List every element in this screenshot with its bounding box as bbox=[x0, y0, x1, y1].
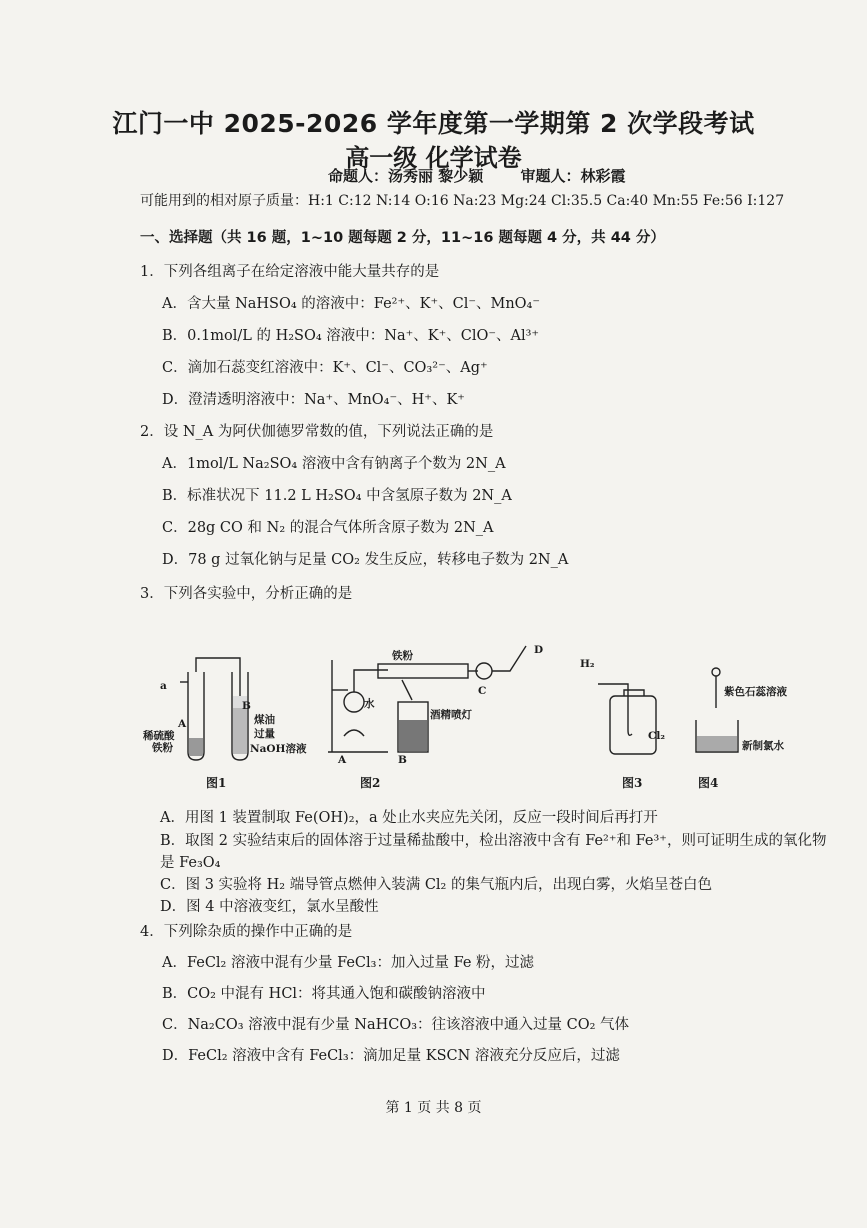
q2-stem: 2．设 N_A 为阿伏伽德罗常数的值，下列说法正确的是 bbox=[140, 424, 494, 440]
q1-stem: 1．下列各组离子在给定溶液中能大量共存的是 bbox=[140, 264, 440, 280]
q4-option-c: C．Na₂CO₃ 溶液中混有少量 NaHCO₃：往该溶液中通入过量 CO₂ 气体 bbox=[162, 1017, 630, 1033]
drying-tube bbox=[476, 663, 492, 679]
atomic-masses: 可能用到的相对原子质量：H:1 C:12 N:14 O:16 Na:23 Mg:24 Cl:35.5 Ca:40 Mn:55 Fe:56 I:127 bbox=[140, 193, 785, 209]
q3-option-b-line2: 是 Fe₃O₄ bbox=[160, 855, 221, 871]
q3-option-a: A．用图 1 装置制取 Fe(OH)₂，a 处止水夹应先关闭，反应一段时间后再打开 bbox=[160, 810, 658, 826]
fig1-label-a: a bbox=[160, 680, 167, 692]
fig2-caption: 图2 bbox=[360, 776, 381, 790]
naoh-solution-fill bbox=[233, 708, 247, 754]
authors-line bbox=[328, 165, 657, 186]
fig2-label-B: B bbox=[398, 754, 407, 766]
fig2-label-A: A bbox=[338, 754, 347, 766]
fig1-naoh: NaOH溶液 bbox=[250, 743, 307, 755]
outlet-tube bbox=[492, 646, 526, 671]
fig2-water: 水 bbox=[364, 698, 375, 710]
q4-stem: 4．下列除杂质的操作中正确的是 bbox=[140, 924, 353, 940]
exam-title: 江门一中 2025-2026 学年度第一学期第 2 次学段考试 bbox=[112, 109, 755, 138]
fig3-caption: 图3 bbox=[622, 776, 643, 790]
reviewer: 审题人：林彩霞 bbox=[520, 167, 626, 185]
fig3-h2: H₂ bbox=[580, 658, 595, 670]
fig1-label-A: A bbox=[178, 718, 187, 730]
fig1-caption: 图1 bbox=[206, 776, 227, 790]
q4-option-a: A．FeCl₂ 溶液中混有少量 FeCl₃：加入过量 Fe 粉，过滤 bbox=[162, 955, 535, 971]
q1-option-c: C．滴加石蕊变红溶液中：K⁺、Cl⁻、CO₃²⁻、Ag⁺ bbox=[162, 360, 488, 376]
figure-4-apparatus bbox=[690, 664, 750, 760]
fig4-caption: 图4 bbox=[698, 776, 719, 790]
fig1-excess: 过量 bbox=[254, 728, 275, 740]
q3-option-d: D．图 4 中溶液变红，氯水呈酸性 bbox=[160, 899, 379, 915]
section-heading: 一、选择题（共 16 题，1~10 题每题 2 分，11~16 题每题 4 分，共 44 分） bbox=[140, 230, 665, 246]
gas-jar bbox=[610, 696, 656, 754]
fig4-litmus: 紫色石蕊溶液 bbox=[724, 686, 787, 698]
dropper-bulb bbox=[712, 668, 720, 676]
fig2-lamp: 酒精喷灯 bbox=[430, 709, 472, 721]
q1-option-d: D．澄清透明溶液中：Na⁺、MnO₄⁻、H⁺、K⁺ bbox=[162, 392, 465, 408]
author: 命题人：汤秀丽 黎少颖 bbox=[328, 167, 484, 185]
fig3-cl2: Cl₂ bbox=[648, 730, 665, 742]
reaction-tube bbox=[378, 664, 468, 678]
q2-option-d: D．78 g 过氧化钠与足量 CO₂ 发生反应，转移电子数为 2N_A bbox=[162, 552, 569, 568]
q2-option-a: A．1mol/L Na₂SO₄ 溶液中含有钠离子个数为 2N_A bbox=[162, 456, 506, 472]
q2-option-b: B．标准状况下 11.2 L H₂SO₄ 中含氢原子数为 2N_A bbox=[162, 488, 512, 504]
page-footer: 第 1 页 共 8 页 bbox=[385, 1100, 482, 1116]
q1-option-b: B．0.1mol/L 的 H₂SO₄ 溶液中：Na⁺、K⁺、ClO⁻、Al³⁺ bbox=[162, 328, 540, 344]
fig1-label-B: B bbox=[242, 700, 251, 712]
fig2-label-C: C bbox=[478, 685, 487, 697]
fig4-chlorine-water: 新制氯水 bbox=[742, 740, 784, 752]
fig2-iron: 铁粉 bbox=[392, 650, 413, 662]
flask bbox=[344, 692, 364, 712]
q4-option-d: D．FeCl₂ 溶液中含有 FeCl₃：滴加足量 KSCN 溶液充分反应后，过滤 bbox=[162, 1048, 620, 1064]
q3-option-c: C．图 3 实验将 H₂ 端导管点燃伸入装满 Cl₂ 的集气瓶内后，出现白雾，火焰呈苍白色 bbox=[160, 877, 712, 893]
figure-2-apparatus bbox=[318, 640, 558, 760]
fig2-label-D: D bbox=[534, 644, 544, 656]
fig1-iron: 铁粉 bbox=[152, 742, 173, 754]
q4-option-b: B．CO₂ 中混有 HCl：将其通入饱和碳酸钠溶液中 bbox=[162, 986, 486, 1002]
q3-stem: 3．下列各实验中，分析正确的是 bbox=[140, 586, 353, 602]
chlorine-water-fill bbox=[697, 736, 737, 751]
exam-subtitle: 高一级 化学试卷 bbox=[345, 144, 522, 172]
q1-option-a: A．含大量 NaHSO₄ 的溶液中：Fe²⁺、K⁺、Cl⁻、MnO₄⁻ bbox=[162, 296, 541, 312]
fig1-acid: 稀硫酸 bbox=[143, 730, 175, 742]
fig1-kerosene: 煤油 bbox=[254, 714, 275, 726]
q3-option-b-line1: B．取图 2 实验结束后的固体溶于过量稀盐酸中，检出溶液中含有 Fe²⁺和 Fe³⁺，则可证明生成的氧化物 bbox=[160, 833, 827, 849]
figure-3-apparatus bbox=[590, 660, 670, 760]
q2-option-c: C．28g CO 和 N₂ 的混合气体所含原子数为 2N_A bbox=[162, 520, 494, 536]
iron-powder-fill bbox=[189, 738, 203, 756]
